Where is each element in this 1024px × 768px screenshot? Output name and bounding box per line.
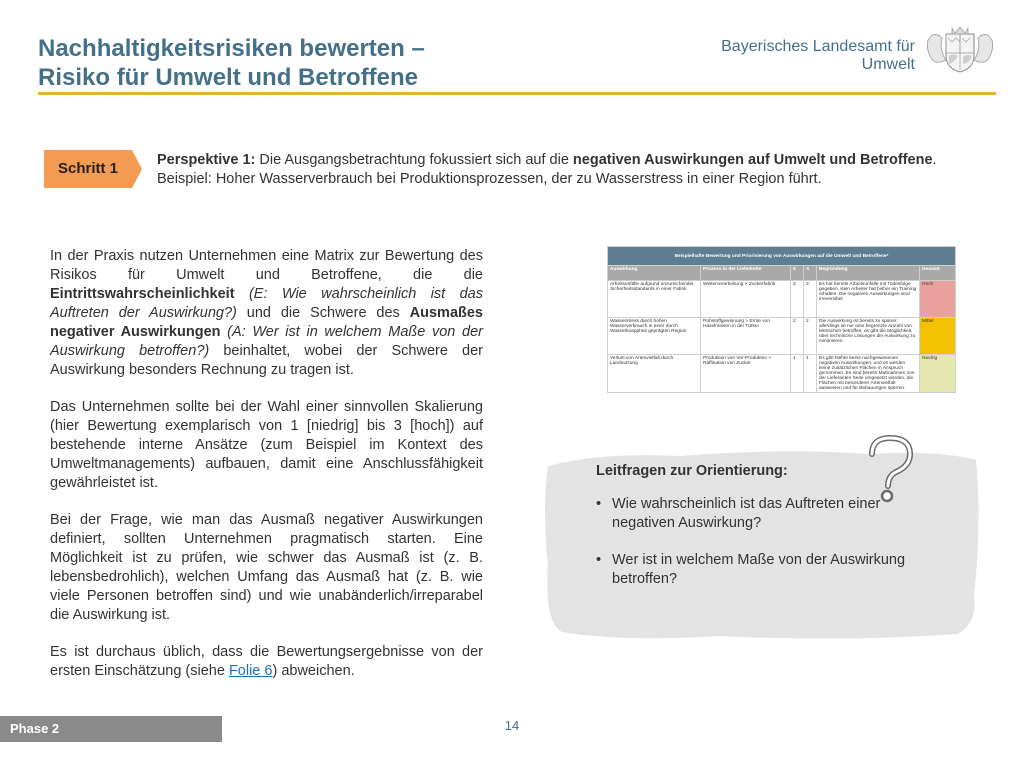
table-cell: Produktion von Vor-Produkten > Raffination von Zucker [701,355,791,393]
page-title [38,34,425,92]
body-text [50,247,483,699]
table-cell: Es hat bereits Arbeitsunfälle mit Todesfolge gegeben. Kein Arbeiter hat bisher ein Training erhalten. Die negativen Auswirkungen sind irreversibel. [817,281,920,318]
table-row [608,318,956,355]
folie-6-link[interactable]: Folie 6 [228,663,273,679]
example-assessment-table [607,246,956,393]
table-cell: 1 [804,355,817,393]
body-italic-span: (E: Wie wahrscheinlich ist das Auftreten der Auswirkung?) [50,286,483,321]
term-ausmass: Ausmaßes negativer Auswirkungen [50,305,483,340]
body-paragraph-3: Bei der Frage, wie man das Ausmaß negativer Auswirkungen definiert, sollten Unternehmen pragmatisch starten. Eine Möglichkeit ist zu prüfen, wie schwer das Ausmaß ist (z. B. lebensbedrohlich), welchen Umfang das Ausmaß hat (z. B. wie viele Personen betroffen sind) und wie unabänderlich/irreparabel die Auswirkung ist. [50,512,483,623]
page-number: 14 [504,718,520,733]
organization-name-line1: Bayerisches Landesamt für [721,38,915,55]
perspective-text-part1: Die Ausgangsbetrachtung fokussiert sich auf die [255,152,573,168]
guiding-questions-list [596,495,916,589]
list-item: • Wie wahrscheinlich ist das Auftreten einer negativen Auswirkung? [596,495,916,533]
perspective-prefix: Perspektive 1: [157,152,256,168]
perspective-emphasis: negativen Auswirkungen auf Umwelt und Betroffene [572,152,933,168]
table-cell: 1 [791,355,804,393]
rating-cell: Niedrig [920,355,956,393]
guiding-questions [596,462,916,607]
table-cell: 2 [804,318,817,355]
table-header-cell: A [804,266,817,281]
table-cell: Rohstoffgewinnung > Ernte von Haselnüssen in der Türkei [701,318,791,355]
table-caption: Beispielhafte Bewertung und Priorisierung von Auswirkungen auf die Umwelt und Betroffene* [608,247,956,266]
rating-cell: Mittel [920,318,956,355]
table-header-cell: Gesamt [920,266,956,281]
page-title-line2: Risiko für Umwelt und Betroffene [38,64,419,91]
body-text-span: Es ist durchaus üblich, dass die Bewertungsergebnisse von der ersten Einschätzung (siehe [50,644,483,679]
table-header-cell: Prozess in der Lieferkette [701,266,791,281]
body-text-span: In der Praxis nutzen Unternehmen eine Matrix zur Bewertung des Risikos für Umwelt und Betroffene, die die [50,248,483,283]
table-cell: Verlust von Artenvielfalt durch Landnutzung [608,355,701,393]
table-header-cell: E [791,266,804,281]
table-header-cell: Begründung [817,266,920,281]
page-title-line1: Nachhaltigkeitsrisiken bewerten – [38,35,425,62]
perspective-text [157,151,957,189]
body-italic-span: (A: Wer ist in welchem Maße von der Auswirkung betroffen?) [50,324,483,359]
table-cell: Es gibt bisher keine nachgewiesenen negativen Auswirkungen, und es werden keine zusätzlichen Flächen in Anspruch genommen. Es sind bereits Maßnahmen von der Lieferanten Seite umgesetzt worden, die Flächen mit besonderer Artenvielfalt ausweisen und für Bebauungen sperren. [817,355,920,393]
body-paragraph-4 [50,643,483,681]
table-cell: Weiterverarbeitung > Zuckerfabrik [701,281,791,318]
phase-label: Phase 2 [10,721,60,736]
body-text-span: beinhaltet, wobei der Schwere der Auswirkung besonders Rechnung zu tragen ist. [50,343,483,378]
guiding-questions-heading: Leitfragen zur Orientierung: [596,463,788,479]
table-cell: 2 [791,318,804,355]
table-cell: Wasserstress durch hohen Wasserverbrauch in einer durch Wasserknappheit geprägten Region [608,318,701,355]
table-cell: 3 [791,281,804,318]
table-cell: 3 [804,281,817,318]
body-text-span: ) abweichen. [272,663,355,679]
organization-name [700,38,915,74]
table-row [608,281,956,318]
body-paragraph-2: Das Unternehmen sollte bei der Wahl einer sinnvollen Skalierung (hier Bewertung exemplarisch von 1 [niedrig] bis 3 [hoch]) auf bestehende interne Ansätze (zum Beispiel im Kontext des Umweltmanagements) aufbauen, damit eine Anschlussfähigkeit gewährleistet ist. [50,399,483,491]
term-eintrittswahrscheinlichkeit: Eintrittswahrscheinlichkeit [50,286,235,302]
organization-name-line2: Umwelt [861,56,915,73]
table-header-cell: Auswirkung [608,266,701,281]
bavarian-coat-of-arms-icon [924,26,996,74]
rating-cell: Hoch [920,281,956,318]
body-paragraph-1 [50,247,483,380]
list-item: • Wer ist in welchem Maße von der Auswirkung betroffen? [596,551,916,589]
body-text-span: und die Schwere des [236,305,410,321]
title-divider [38,92,996,95]
perspective-text-part2: . Beispiel: Hoher Wasserverbrauch bei Produktionsprozessen, der zu Wasserstress in einer Region führt. [157,152,937,187]
step-label: Schritt 1 [57,160,118,177]
table-cell: Arbeitsunfälle aufgrund unzureichender Sicherheitsstandards in einer Fabrik [608,281,701,318]
table-cell: Die Auswirkung ist bereits zu spüren; allerdings ist nur eine begrenzte Anzahl von Menschen betroffen; es gibt die Möglichkeit, über technische Lösungen die Auswirkung zu minimieren. [817,318,920,355]
table-row [608,355,956,393]
